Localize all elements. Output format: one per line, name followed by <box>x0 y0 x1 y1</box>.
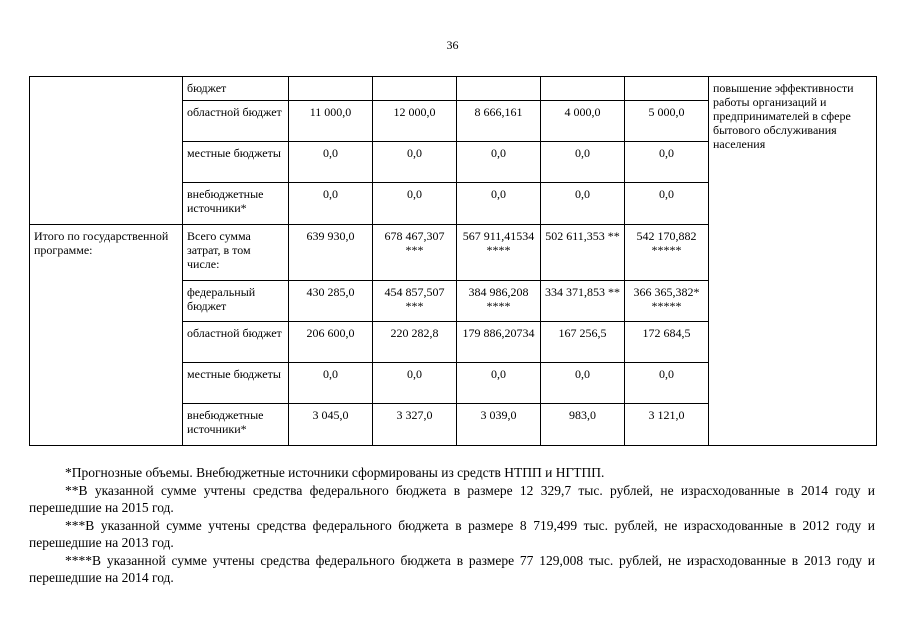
source-label: федеральный бюджет <box>183 281 289 322</box>
value-cell <box>457 77 541 101</box>
budget-table <box>29 76 877 446</box>
source-label: бюджет <box>183 77 289 101</box>
value-cell: 0,0 <box>541 363 625 404</box>
value-cell: 179 886,20734 <box>457 322 541 363</box>
footnote: *Прогнозные объемы. Внебюджетные источники сформированы из средств НТПП и НГТПП. <box>65 465 605 480</box>
value-cell: 430 285,0 <box>289 281 373 322</box>
value-cell: 454 857,507 *** <box>373 281 457 322</box>
value-cell: 0,0 <box>457 142 541 183</box>
value-cell: 542 170,882 ***** <box>625 225 709 281</box>
value-cell: 502 611,353 ** <box>541 225 625 281</box>
value-cell: 4 000,0 <box>541 101 625 142</box>
footnote: ***В указанной сумме учтены средства федерального бюджета в размере 8 719,499 тыс. рублей, не израсходованные в 2012 году и перешедшие на 2013 год. <box>29 517 875 550</box>
value-cell: 366 365,382* ***** <box>625 281 709 322</box>
value-cell <box>289 77 373 101</box>
value-cell <box>541 77 625 101</box>
source-label: местные бюджеты <box>183 142 289 183</box>
value-cell: 0,0 <box>625 183 709 225</box>
source-label: Всего сумма затрат, в том числе: <box>183 225 289 281</box>
footnote: ****В указанной сумме учтены средства федерального бюджета в размере 77 129,008 тыс. рублей, не израсходованные в 2013 году и перешедшие на 2014 год. <box>29 552 875 585</box>
value-cell: 0,0 <box>289 183 373 225</box>
value-cell: 3 039,0 <box>457 404 541 446</box>
value-cell: 11 000,0 <box>289 101 373 142</box>
value-cell: 567 911,41534 **** <box>457 225 541 281</box>
value-cell: 0,0 <box>373 142 457 183</box>
value-cell: 0,0 <box>289 142 373 183</box>
value-cell: 3 327,0 <box>373 404 457 446</box>
value-cell: 8 666,161 <box>457 101 541 142</box>
source-label: внебюджетные источники* <box>183 404 289 446</box>
expected-result-note: повышение эффективности работы организаций и предпринимателей в сфере бытового обслуживания населения <box>709 77 877 446</box>
source-label: местные бюджеты <box>183 363 289 404</box>
footnote: **В указанной сумме учтены средства федерального бюджета в размере 12 329,7 тыс. рублей, не израсходованные в 2014 году и перешедшие на 2015 год. <box>29 482 875 515</box>
source-label: областной бюджет <box>183 101 289 142</box>
value-cell: 12 000,0 <box>373 101 457 142</box>
value-cell: 0,0 <box>373 183 457 225</box>
table-row <box>30 77 877 101</box>
value-cell: 639 930,0 <box>289 225 373 281</box>
footnotes <box>29 464 875 587</box>
value-cell: 172 684,5 <box>625 322 709 363</box>
value-cell: 3 121,0 <box>625 404 709 446</box>
source-label: внебюджетные источники* <box>183 183 289 225</box>
value-cell: 0,0 <box>457 363 541 404</box>
value-cell: 0,0 <box>457 183 541 225</box>
value-cell: 983,0 <box>541 404 625 446</box>
value-cell <box>625 77 709 101</box>
value-cell: 678 467,307 *** <box>373 225 457 281</box>
value-cell: 5 000,0 <box>625 101 709 142</box>
value-cell: 0,0 <box>625 142 709 183</box>
value-cell: 334 371,853 ** <box>541 281 625 322</box>
value-cell: 0,0 <box>541 183 625 225</box>
total-title: Итого по государственной программе: <box>30 225 183 446</box>
source-label: областной бюджет <box>183 322 289 363</box>
value-cell: 3 045,0 <box>289 404 373 446</box>
value-cell: 0,0 <box>541 142 625 183</box>
value-cell <box>373 77 457 101</box>
value-cell: 0,0 <box>625 363 709 404</box>
value-cell: 220 282,8 <box>373 322 457 363</box>
page-number: 36 <box>446 38 459 52</box>
value-cell: 206 600,0 <box>289 322 373 363</box>
empty-cell <box>30 77 183 225</box>
value-cell: 0,0 <box>373 363 457 404</box>
value-cell: 384 986,208 **** <box>457 281 541 322</box>
value-cell: 167 256,5 <box>541 322 625 363</box>
value-cell: 0,0 <box>289 363 373 404</box>
